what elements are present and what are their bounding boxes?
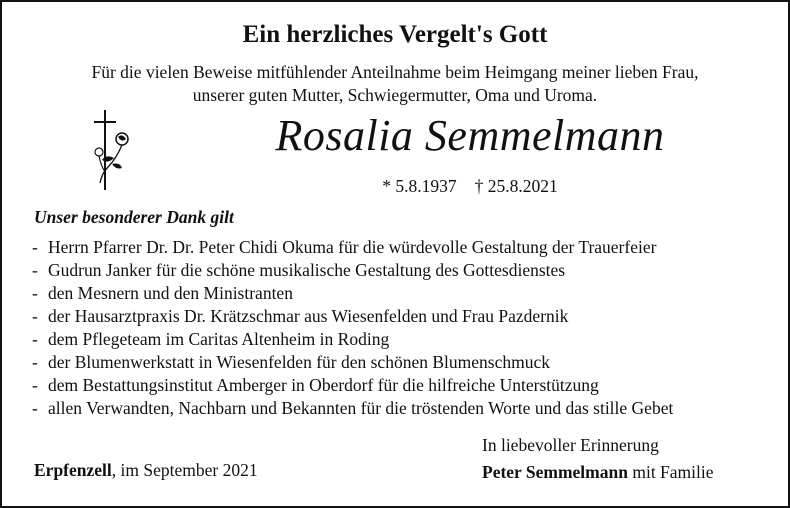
signer-name: Peter Semmelmann [482,462,628,482]
list-dash: - [32,260,38,280]
list-item-text: dem Pflegeteam im Caritas Altenheim in Roding [48,329,390,349]
list-dash: - [32,398,38,418]
list-dash: - [32,306,38,326]
intro-text [2,61,788,107]
place-and-date [34,459,258,481]
list-item [32,236,673,259]
memory-line: In liebevoller Erinnerung [482,435,659,455]
list-item [32,374,673,397]
signature-block [482,432,714,486]
death-date: † 25.8.2021 [474,176,558,196]
notice-title: Ein herzliches Vergelt's Gott [242,21,548,48]
list-item-text: dem Bestattungsinstitut Amberger in Oberdorf für die hilfreiche Unterstützung [48,375,599,395]
signer-suffix: mit Familie [627,462,714,482]
intro-line-2: unserer guten Mutter, Schwiegermutter, Oma und Uroma. [192,85,598,105]
list-item-text: Herrn Pfarrer Dr. Dr. Peter Chidi Okuma für die würdevolle Gestaltung der Trauerfeier [48,237,657,257]
list-item-text: der Blumenwerkstatt in Wiesenfelden für den schönen Blumenschmuck [48,352,550,372]
list-item [32,397,673,420]
list-item [32,351,673,374]
list-dash: - [32,352,38,372]
signer-line [482,459,714,486]
intro-line-1: Für die vielen Beweise mitfühlender Anteilnahme beim Heimgang meiner lieben Frau, [91,62,699,82]
cross-with-rose-icon [88,106,138,192]
thanks-heading: Unser besonderer Dank gilt [34,207,234,227]
list-item-text: der Hausarztpraxis Dr. Krätzschmar aus Wiesenfelden und Frau Pazdernik [48,306,569,326]
list-item-text: den Mesnern und den Ministranten [48,283,293,303]
date-text: , im September 2021 [111,460,258,480]
list-dash: - [32,375,38,395]
list-item [32,282,673,305]
list-dash: - [32,237,38,257]
list-item [32,305,673,328]
birth-date: * 5.8.1937 [382,176,457,196]
list-dash: - [32,283,38,303]
life-dates [152,175,788,197]
list-item-text: Gudrun Janker für die schöne musikalische Gestaltung des Gottesdienstes [48,260,566,280]
thanks-list [32,236,673,420]
list-dash: - [32,329,38,349]
list-item-text: allen Verwandten, Nachbarn und Bekannten für die tröstenden Worte und das stille Gebet [48,398,674,418]
deceased-name: Rosalia Semmelmann [275,111,665,160]
list-item [32,259,673,282]
list-item [32,328,673,351]
place-name: Erpfenzell [34,460,112,480]
